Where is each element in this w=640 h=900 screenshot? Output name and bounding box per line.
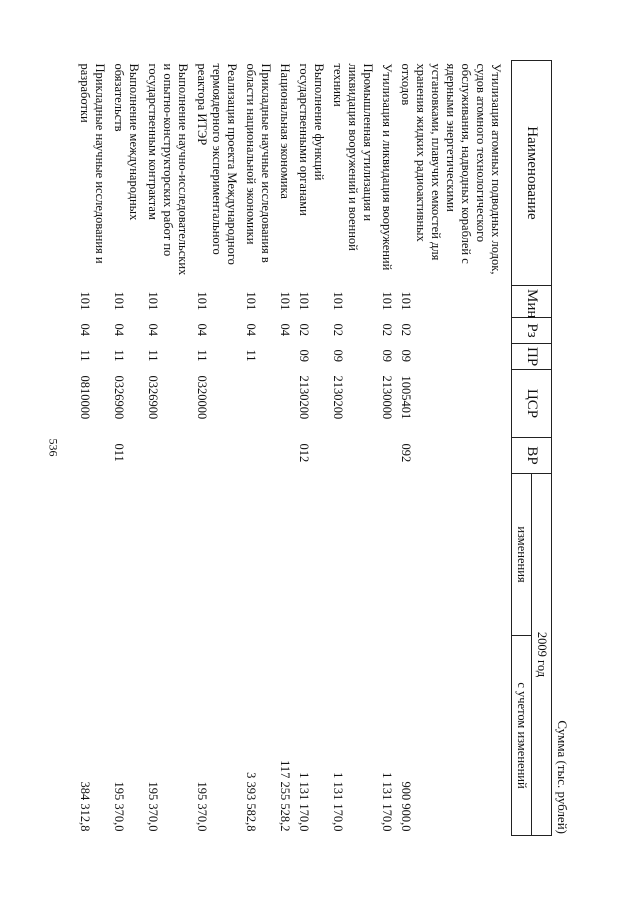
header-min: Мин	[512, 286, 552, 318]
row-vr: 012	[297, 443, 311, 463]
header-with-changes: с учетом изменений	[512, 636, 532, 836]
row-change	[241, 474, 275, 636]
row-vr	[143, 438, 192, 474]
header-csr: ЦСР	[512, 370, 552, 438]
row-rz: 04	[244, 323, 258, 336]
row-pr: 11	[78, 349, 92, 362]
row-csr: 2130200	[331, 375, 345, 420]
table-row	[143, 61, 192, 836]
row-csr: 0326900	[112, 375, 126, 420]
row-vr	[75, 438, 109, 474]
header-pr: ПР	[512, 344, 552, 370]
row-pr: 11	[195, 349, 209, 362]
row-pr: 09	[399, 349, 413, 362]
header-year: 2009 год	[532, 474, 552, 836]
row-name: Прикладные научные исследования в области национальной экономики	[244, 63, 273, 263]
row-min: 101	[146, 291, 160, 311]
unit-caption: Сумма (тыс. рублей)	[555, 720, 570, 834]
row-csr: 0810000	[78, 375, 92, 420]
row-change	[75, 474, 109, 636]
page-number: 536	[46, 438, 61, 457]
row-vr	[241, 438, 275, 474]
header-name: Наименование	[512, 61, 552, 286]
row-change	[192, 474, 241, 636]
row-name: Утилизация атомных подводных лодок, судов атомного технологического обслуживания, надводных кораблей с ядерными энергетическими установками, плавучих емкостей для хранения жидких радиоактивных отходов	[399, 63, 503, 275]
row-min: 101	[78, 291, 92, 311]
header-changes: изменения	[512, 474, 532, 636]
row-rz: 02	[399, 323, 413, 336]
row-pr: 09	[297, 349, 311, 362]
table-row	[241, 61, 275, 836]
row-vr	[192, 438, 241, 474]
row-change	[275, 474, 294, 636]
row-min: 101	[278, 291, 292, 311]
row-vr: 011	[112, 443, 126, 462]
row-min: 101	[399, 291, 413, 311]
row-change	[328, 474, 377, 636]
row-change	[396, 474, 512, 636]
row-min: 101	[195, 291, 209, 311]
row-vr	[377, 438, 396, 474]
row-name: Реализация проекта Международного термоядерного экспериментального реактора ИТЭР	[195, 63, 239, 265]
row-rz: 04	[78, 323, 92, 336]
row-csr: 0320000	[195, 375, 209, 420]
row-vr: 092	[399, 443, 413, 463]
header-rz: Рз	[512, 318, 552, 344]
row-total: 195 370,0	[112, 781, 126, 832]
row-pr	[275, 344, 294, 370]
row-total: 1 131 170,0	[331, 772, 345, 832]
row-total: 195 370,0	[146, 781, 160, 832]
row-rz: 02	[331, 323, 345, 336]
row-total: 1 131 170,0	[380, 772, 394, 832]
budget-table-sheet	[78, 60, 570, 840]
table-header	[512, 61, 552, 836]
row-csr: 2130200	[297, 375, 311, 420]
row-min: 101	[380, 291, 394, 311]
table-row	[275, 61, 294, 836]
row-rz: 02	[297, 323, 311, 336]
row-pr: 11	[146, 349, 160, 362]
table-row	[109, 61, 143, 836]
table-body	[75, 61, 512, 836]
row-rz: 04	[146, 323, 160, 336]
row-change	[294, 474, 328, 636]
row-total: 900 900,0	[399, 781, 413, 832]
row-total: 1 131 170,0	[297, 772, 311, 832]
row-name: Выполнение научно-исследовательских и опытно-конструкторских работ по государственным контрактам	[146, 63, 190, 276]
row-total: 195 370,0	[195, 781, 209, 832]
table-row	[75, 61, 109, 836]
table-row	[396, 61, 512, 836]
budget-table	[75, 60, 552, 836]
row-change	[143, 474, 192, 636]
row-name: Утилизация и ликвидация вооружений	[380, 63, 394, 271]
row-rz: 02	[380, 323, 394, 336]
row-csr: 0326900	[146, 375, 160, 420]
row-total: 117 255 528,2	[278, 760, 292, 832]
row-name: Прикладные научные исследования и разработки	[78, 63, 107, 264]
row-name: Промышленная утилизация и ликвидация вооружений и военной техники	[331, 63, 375, 251]
row-change	[377, 474, 396, 636]
row-pr: 09	[380, 349, 394, 362]
header-vr: ВР	[512, 438, 552, 474]
row-min: 101	[112, 291, 126, 311]
row-vr	[328, 438, 377, 474]
row-rz: 04	[112, 323, 126, 336]
row-csr	[275, 370, 294, 438]
row-min: 101	[244, 291, 258, 311]
row-min: 101	[297, 291, 311, 311]
row-rz: 04	[195, 323, 209, 336]
row-total: 3 393 582,8	[244, 772, 258, 832]
row-csr	[241, 370, 275, 438]
row-name: Выполнение функций государственными органами	[297, 63, 326, 216]
table-row	[192, 61, 241, 836]
table-row	[328, 61, 377, 836]
row-pr: 11	[244, 349, 258, 362]
row-pr: 09	[331, 349, 345, 362]
row-name: Выполнение международных обязательств	[112, 63, 141, 221]
row-change	[109, 474, 143, 636]
row-vr	[275, 438, 294, 474]
table-row	[294, 61, 328, 836]
row-rz: 04	[278, 323, 292, 336]
row-name: Национальная экономика	[278, 63, 292, 199]
row-csr: 2130000	[380, 375, 394, 420]
row-csr: 1005401	[399, 375, 413, 420]
row-min: 101	[331, 291, 345, 311]
row-total: 384 312,8	[78, 781, 92, 832]
row-pr: 11	[112, 349, 126, 362]
table-row	[377, 61, 396, 836]
